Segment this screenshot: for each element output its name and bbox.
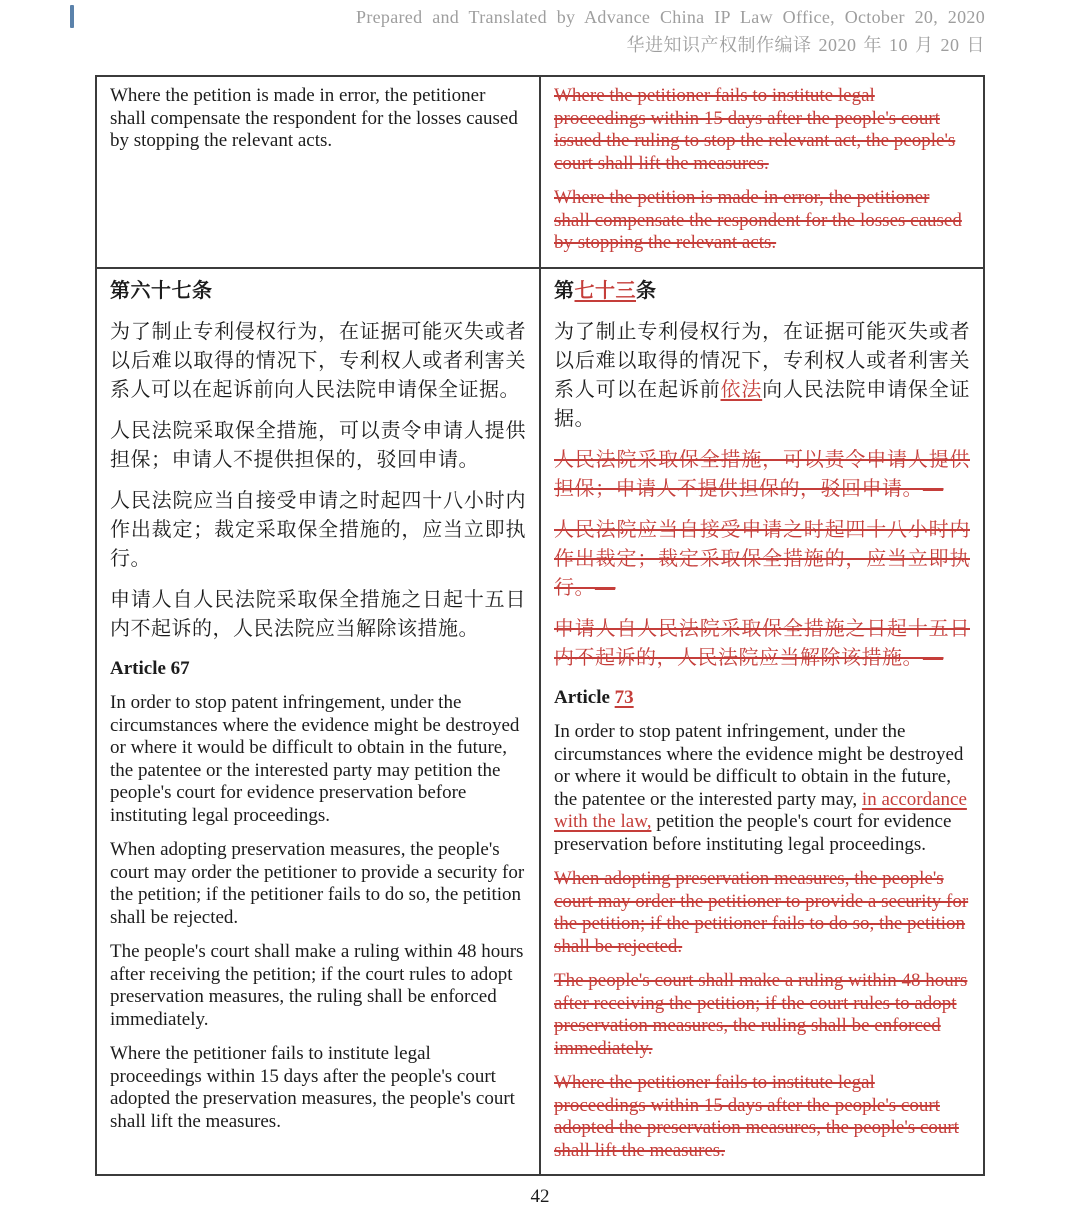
text-run: 申请人自人民法院采取保全措施之日起十五日内不起诉的，人民法院应当解除该措施。 [110, 588, 526, 640]
deleted-text: Where the petitioner fails to institute legal proceedings within 15 days after the people's court adopted the preservation measures, the people's court shall lift the measures. [554, 1072, 959, 1161]
text-run: 人民法院采取保全措施，可以责令申请人提供担保；申请人不提供担保的，驳回申请。 [110, 419, 526, 471]
text-run: Article 67 [110, 657, 190, 679]
paragraph [110, 318, 526, 405]
text-run: The people's court shall make a ruling within 48 hours after receiving the petition; if the court rules to adopt preservation measures, the ruling shall be enforced immediately. [110, 941, 524, 1030]
table-row [96, 76, 984, 268]
paragraph [110, 941, 526, 1031]
paragraph [110, 487, 526, 574]
paragraph [554, 318, 970, 434]
original-text-cell [96, 268, 540, 1176]
article-heading [110, 277, 526, 306]
deleted-text: 人民法院采取保全措施，可以责令申请人提供担保；申请人不提供担保的，驳回申请。— [554, 448, 970, 500]
paragraph [110, 692, 526, 827]
paragraph [554, 446, 970, 504]
comparison-table [95, 75, 985, 1176]
paragraph [554, 516, 970, 603]
original-text-cell [96, 76, 540, 268]
inserted-text: 73 [614, 686, 634, 708]
text-run: 为了制止专利侵权行为，在证据可能灭失或者以后难以取得的情况下，专利权人或者利害关系人可以在起诉前向人民法院申请保全证据。 [110, 320, 526, 401]
article-heading [554, 277, 970, 306]
deleted-text: 申请人自人民法院采取保全措施之日起十五日内不起诉的，人民法院应当解除该措施。— [554, 617, 970, 669]
text-run: Article [554, 686, 615, 708]
paragraph [554, 970, 970, 1060]
amended-text-cell [540, 268, 984, 1176]
text-run: Where the petitioner fails to institute legal proceedings within 15 days after the people's court adopted the preservation measures, the people's court shall lift the measures. [110, 1043, 515, 1132]
deleted-text: The people's court shall make a ruling within 48 hours after receiving the petition; if the court rules to adopt preservation measures, the ruling shall be enforced immediately. [554, 970, 968, 1059]
text-run: 向人民法院申请保全证据。 [554, 378, 971, 430]
paragraph [110, 839, 526, 929]
paragraph [110, 85, 526, 153]
inserted-text: in accordance with the law, [554, 788, 967, 832]
text-run: petition the people's court for evidence preservation before instituting legal proceedings. [554, 811, 952, 855]
deleted-text: 人民法院应当自接受申请之时起四十八小时内作出裁定；裁定采取保全措施的，应当立即执行。— [554, 518, 970, 599]
text-run: 条 [636, 279, 657, 302]
text-run: When adopting preservation measures, the people's court may order the petitioner to provide a security for the petition; if the petitioner fails to do so, the petition shall be rejected. [110, 839, 525, 928]
text-cursor-bar [70, 5, 74, 28]
deleted-text: Where the petition is made in error, the petitioner shall compensate the respondent for the losses caused by stopping the relevant acts. [554, 187, 962, 253]
header-credit-en: Prepared and Translated by Advance China IP Law Office, October 20, 2020 [356, 7, 985, 27]
amended-text-cell [540, 76, 984, 268]
text-run: In order to stop patent infringement, under the circumstances where the evidence might be destroyed or where it would be difficult to obtain in the future, the patentee or the interested party may, [554, 721, 964, 810]
text-run: 第 [554, 279, 575, 302]
text-run: 第六十七条 [110, 279, 213, 302]
header-credit-zh: 华进知识产权制作编译 2020 年 10 月 20 日 [626, 35, 985, 55]
paragraph [110, 1043, 526, 1133]
inserted-text: 七十三 [574, 279, 636, 302]
inserted-text: 依法 [720, 378, 763, 401]
paragraph [554, 1072, 970, 1162]
page-number: 42 [530, 1186, 550, 1207]
article-heading [554, 687, 970, 710]
paragraph [554, 868, 970, 958]
paragraph [554, 85, 970, 175]
text-run: In order to stop patent infringement, under the circumstances where the evidence might be destroyed or where it would be difficult to obtain in the future, the patentee or the interested party may petition the people's court for evidence preservation before instituting legal proceedings. [110, 692, 520, 826]
document-header [200, 3, 985, 59]
text-run: Where the petition is made in error, the petitioner shall compensate the respondent for the losses caused by stopping the relevant acts. [110, 85, 518, 151]
page-footer [0, 1186, 1080, 1208]
paragraph [554, 187, 970, 255]
paragraph [554, 615, 970, 673]
deleted-text: When adopting preservation measures, the people's court may order the petitioner to provide a security for the petition; if the petitioner fails to do so, the petition shall be rejected. [554, 868, 969, 957]
text-run: 人民法院应当自接受申请之时起四十八小时内作出裁定；裁定采取保全措施的，应当立即执行。 [110, 489, 526, 570]
paragraph [110, 417, 526, 475]
article-heading [110, 658, 526, 681]
comparison-table-body [96, 76, 984, 1175]
text-run: 为了制止专利侵权行为，在证据可能灭失或者以后难以取得的情况下，专利权人或者利害关系人可以在起诉前 [554, 320, 970, 401]
paragraph [110, 586, 526, 644]
paragraph [554, 721, 970, 856]
deleted-text: Where the petitioner fails to institute legal proceedings within 15 days after the people's court issued the ruling to stop the relevant act, the people's court shall lift the measures. [554, 85, 956, 174]
table-row [96, 268, 984, 1176]
